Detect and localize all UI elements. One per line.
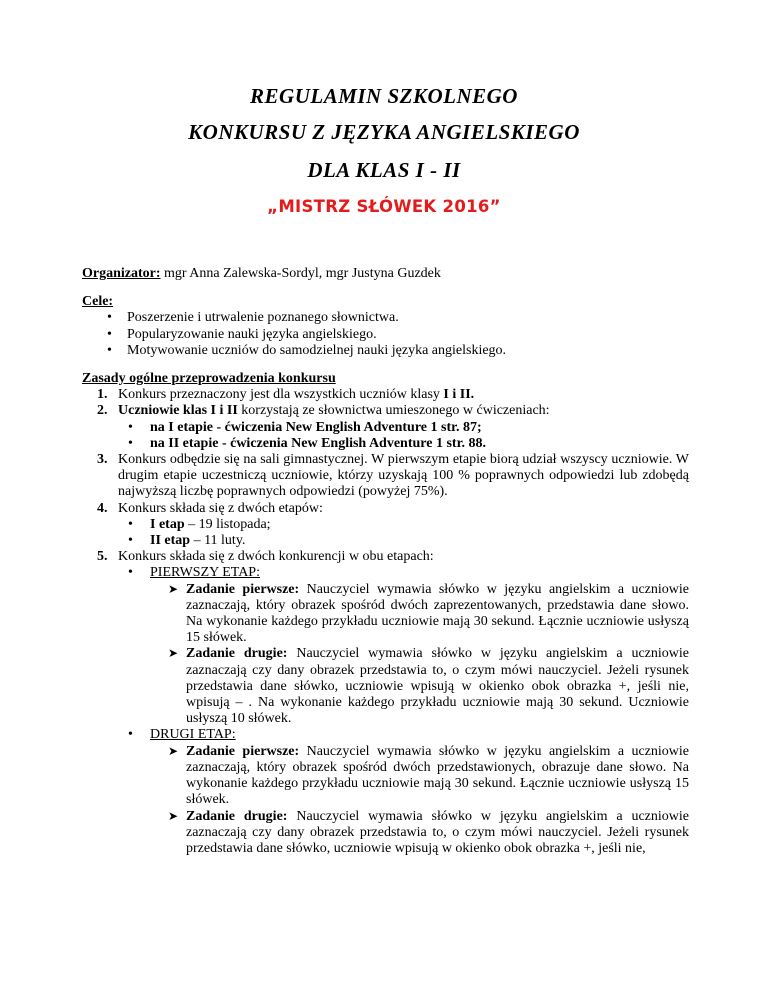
list-item xyxy=(150,436,689,452)
stage-2-label: DRUGI ETAP: xyxy=(150,727,236,743)
task-text: Nauczyciel wymawia słówko w języku angielskim a uczniowie zaznaczają, który obrazek spośród dwóch przedstawionych, obrazuje dane słowo. Na wykonanie każdego przykładu uczniowie mają 30 sekund. Łącznie uczniowie usłyszą 15 słówek. xyxy=(186,743,689,808)
arrow-bullet-icon: ➤ xyxy=(168,743,179,758)
title-line-3: DLA KLAS I - II xyxy=(307,158,461,182)
rule-1 xyxy=(97,387,689,403)
rule-text: Konkurs odbędzie się na sali gimnastycznej. W pierwszym etapie biorą udział wszyscy uczniowie. W drugim etapie uczestniczą uczniowie, którzy uzyskają 100 % poprawnych odpowiedzi lub zdobędą najwyższą liczbę poprawnych odpowiedzi (powyżej 75%). xyxy=(118,452,689,500)
rule-5-sublist xyxy=(118,565,689,857)
organizer-line xyxy=(82,266,689,282)
goals-label: Cele: xyxy=(82,294,114,310)
rule-text: korzystają ze słownictwa umieszonego w ćwiczeniach: xyxy=(237,403,550,419)
title-line-1: REGULAMIN SZKOLNEGO xyxy=(250,84,518,108)
task-label: Zadanie pierwsze: xyxy=(186,581,300,597)
stage-1 xyxy=(150,565,689,727)
list-item: • Poszerzenie i utrwalenie poznanego słownictwa. xyxy=(127,310,689,326)
list-item-text: na II etapie - ćwiczenia New English Adventure 1 str. 88. xyxy=(150,435,486,451)
document-body xyxy=(82,266,689,857)
organizer-label: Organizator: xyxy=(82,266,161,281)
rule-number: 4. xyxy=(97,500,108,516)
rules-section xyxy=(82,371,689,857)
list-item-text: – 11 luty. xyxy=(190,533,246,549)
arrow-bullet-icon: ➤ xyxy=(168,581,179,596)
task-text: Nauczyciel wymawia słówko w języku angielskim a uczniowie zaznaczają czy dany obrazek przedstawia to, o czym mówi nauczyciel. Jeżeli rysunek przedstawia dane słówko, uczniowie wpisują w okienko obok obrazka +, jeśli nie, wpisują – . Na wykonanie każdego przykładu uczniowie mają 30 sekund. Uczniowie usłyszą 10 słówek. xyxy=(186,646,689,727)
rule-text: Konkurs składa się z dwóch etapów: xyxy=(118,500,323,516)
task-text: Nauczyciel wymawia słówko w języku angielskim a uczniowie zaznaczają czy dany obrazek przedstawia to, o czym mówi nauczyciel. Jeżeli rysunek przedstawia dane słówko, uczniowie wpisują w okienko obok obrazka +, jeśli nie, xyxy=(186,808,689,856)
goals-list xyxy=(82,310,689,359)
list-item-text: – 19 listopada; xyxy=(184,516,271,532)
task-item xyxy=(168,646,689,727)
organizer-value: mgr Anna Zalewska-Sordyl, mgr Justyna Guzdek xyxy=(160,266,441,281)
list-item: • Motywowanie uczniów do samodzielnej nauki języka angielskiego. xyxy=(127,343,689,359)
list-item xyxy=(150,420,689,436)
rule-text: Konkurs składa się z dwóch konkurencji w obu etapach: xyxy=(118,549,434,565)
task-label: Zadanie pierwsze: xyxy=(186,743,300,759)
rule-number: 2. xyxy=(97,403,108,419)
rule-number: 1. xyxy=(97,387,108,403)
list-item xyxy=(150,517,689,533)
stage-2 xyxy=(150,727,689,857)
title-line-2: KONKURSU Z JĘZYKA ANGIELSKIEGO xyxy=(188,120,580,144)
arrow-bullet-icon: ➤ xyxy=(168,646,179,661)
rule-number: 3. xyxy=(97,452,108,468)
rules-heading: Zasady ogólne przeprowadzenia konkursu xyxy=(82,371,336,387)
stage-1-label: PIERWSZY ETAP: xyxy=(150,565,260,581)
rule-2-sublist xyxy=(118,420,689,452)
rule-3 xyxy=(97,452,689,501)
rule-4-sublist xyxy=(118,517,689,549)
list-item-text: na I etapie - ćwiczenia New English Adventure 1 str. 87; xyxy=(150,419,482,435)
task-item xyxy=(168,808,689,858)
rule-number: 5. xyxy=(97,549,108,565)
rule-bold: I i II. xyxy=(443,387,475,403)
goals-section xyxy=(82,294,689,359)
task-text: Nauczyciel wymawia słówko w języku angielskim a uczniowie zaznaczają, który obrazek spośród dwóch zaprezentowanych, przedstawia dane słowo. Na wykonanie każdego przykładu uczniowie mają 30 sekund. Łącznie uczniowie usłyszą 15 słówek. xyxy=(186,581,689,646)
list-item-bold: I etap xyxy=(150,516,185,532)
rule-text: Konkurs przeznaczony jest dla wszystkich uczniów klasy xyxy=(118,387,444,403)
stage-2-tasks xyxy=(150,744,689,857)
rule-4 xyxy=(97,500,689,550)
list-item-bold: II etap xyxy=(150,533,191,549)
task-item xyxy=(168,581,689,647)
task-label: Zadanie drugie: xyxy=(186,646,288,662)
rules-list xyxy=(82,387,689,857)
rule-2 xyxy=(97,403,689,452)
rule-bold: Uczniowie klas I i II xyxy=(118,403,238,419)
task-label: Zadanie drugie: xyxy=(186,808,288,824)
list-item xyxy=(150,533,689,549)
rule-5 xyxy=(97,549,689,857)
stage-1-tasks xyxy=(150,582,689,728)
arrow-bullet-icon: ➤ xyxy=(168,808,179,823)
list-item: • Popularyzowanie nauki języka angielskiego. xyxy=(127,327,689,343)
task-item xyxy=(168,743,689,809)
contest-name: „MISTRZ SŁÓWEK 2016” xyxy=(267,197,501,216)
